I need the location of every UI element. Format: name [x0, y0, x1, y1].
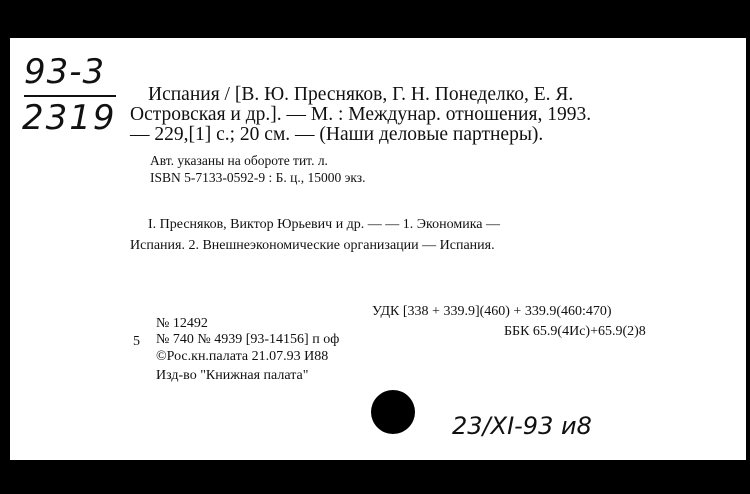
bbk-code: ББК 65.9(4Ис)+65.9(2)8	[504, 324, 646, 339]
entry-note: Авт. указаны на обороте тит. л.	[150, 153, 328, 168]
subjects-line-2: Испания. 2. Внешнеэкономические организации — Испания.	[130, 238, 495, 253]
entry-line-3: — 229,[1] с.; 20 см. — (Наши деловые партнеры).	[130, 124, 544, 145]
record-number: № 12492	[156, 316, 208, 331]
udk-code: УДК [338 + 339.9](460) + 339.9(460:470)	[372, 304, 612, 319]
sheet-count: 5	[133, 334, 140, 349]
publisher-line: Изд-во "Книжная палата"	[156, 368, 309, 383]
subjects-line-1: I. Пресняков, Виктор Юрьевич и др. — — 1. Экономика —	[148, 217, 501, 232]
punch-hole	[371, 390, 415, 434]
entry-isbn: ISBN 5-7133-0592-9 : Б. ц., 15000 экз.	[150, 170, 366, 185]
handwritten-date-stamp: 23/XI-93 и8	[452, 412, 592, 440]
handwritten-code-bottom: 2319	[22, 98, 117, 138]
handwritten-code-top: 93-3	[24, 52, 106, 92]
entry-line-2: Островская и др.]. — М. : Междунар. отношения, 1993.	[130, 104, 592, 125]
order-line: № 740 № 4939 [93-14156] п оф	[156, 332, 340, 347]
copyright-line: ©Рос.кн.палата 21.07.93 И88	[156, 349, 329, 364]
handwritten-divider	[24, 95, 116, 97]
entry-line-1: Испания / [В. Ю. Пресняков, Г. Н. Понеделко, Е. Я.	[148, 84, 574, 105]
